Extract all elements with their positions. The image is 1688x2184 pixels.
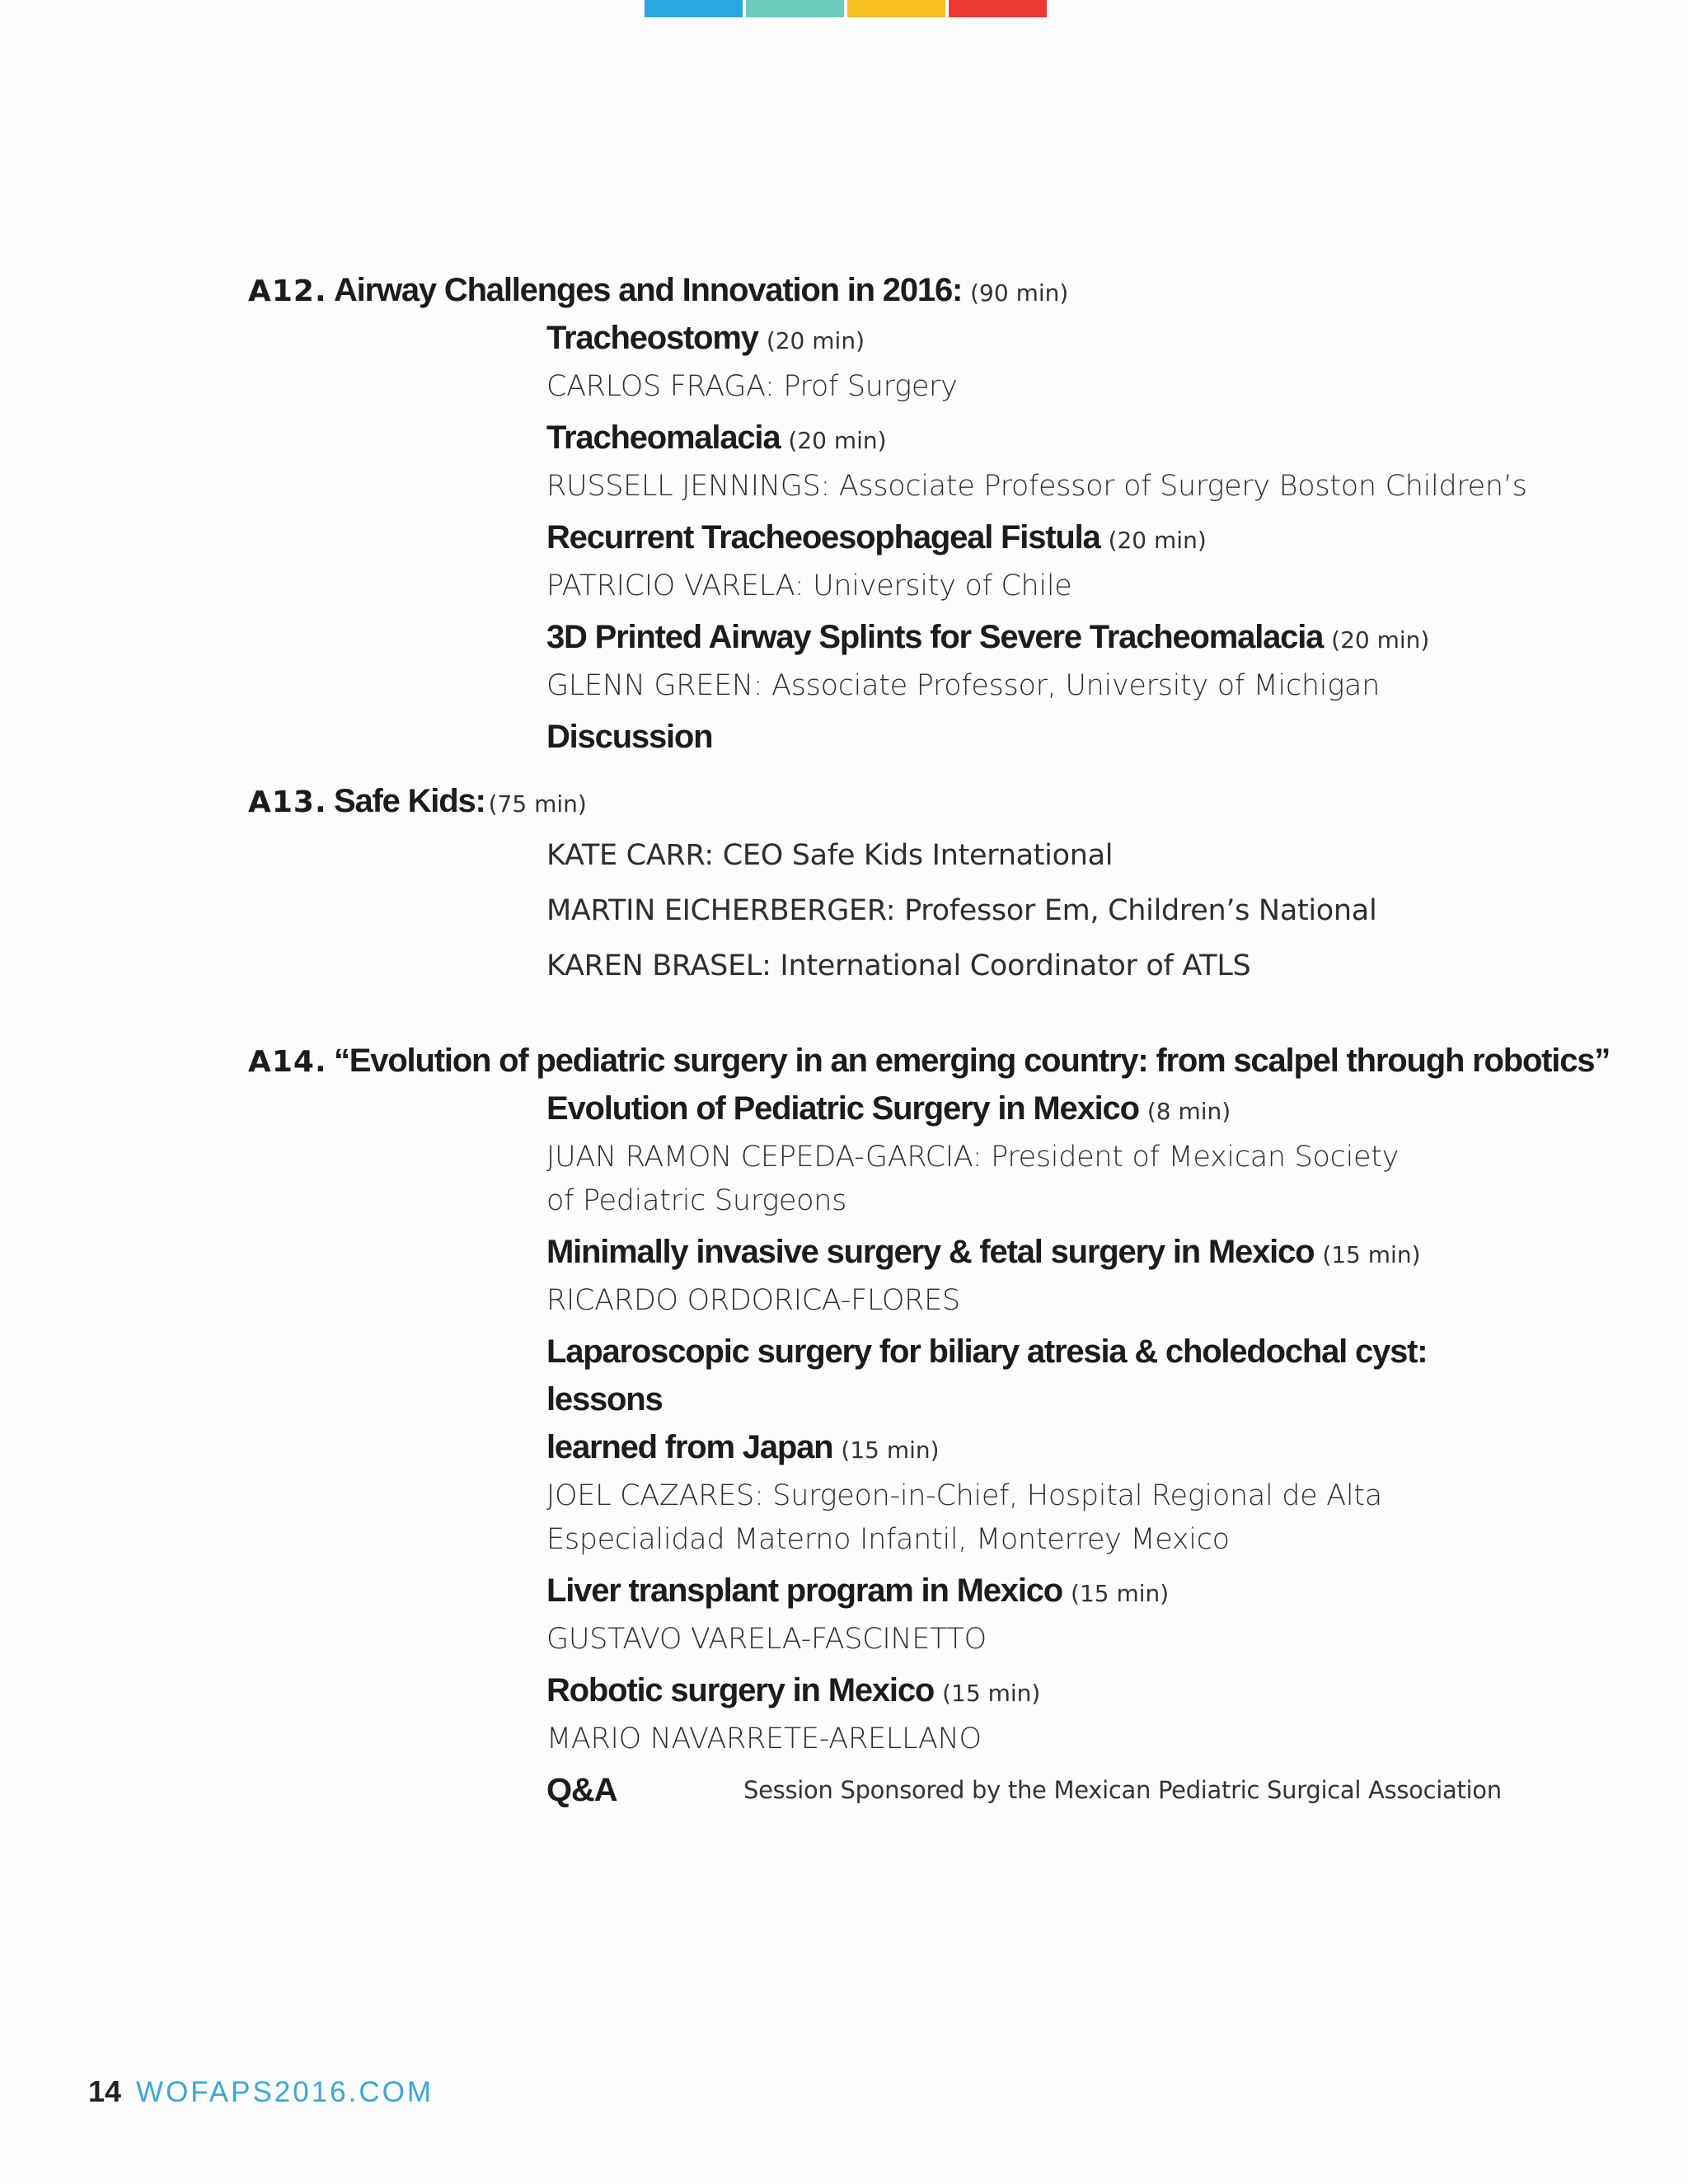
- speaker: KAREN BRASEL: International Coordinator of ATLS: [546, 949, 1251, 982]
- speaker-continued: of Pediatric Surgeons: [546, 1184, 847, 1217]
- talk-duration: (20 min): [788, 427, 887, 454]
- talk-item: [546, 1567, 1540, 1661]
- speaker: MARIO NAVARRETE-ARELLANO: [546, 1722, 982, 1755]
- talk-duration: (20 min): [1331, 626, 1430, 654]
- session-code: A13.: [248, 785, 327, 819]
- talk-list: [546, 314, 1540, 761]
- talk-item: [546, 414, 1540, 509]
- talk-title: Robotic surgery in Mexico: [546, 1672, 935, 1708]
- talk-title: Recurrent Tracheoesophageal Fistula: [546, 519, 1100, 555]
- session-header: [248, 272, 1540, 309]
- session-duration: (90 min): [970, 279, 1069, 307]
- talk-title: Tracheomalacia: [546, 419, 781, 456]
- talk-item: [546, 713, 1540, 761]
- speaker: RICARDO ORDORICA-FLORES: [546, 1284, 960, 1317]
- session-a13: [248, 783, 1540, 994]
- session-duration: (75 min): [488, 790, 587, 818]
- speaker: GUSTAVO VARELA-FASCINETTO: [546, 1623, 987, 1656]
- speaker-list: [546, 828, 1540, 994]
- session-header: [248, 783, 1540, 820]
- talk-item: [546, 613, 1540, 708]
- speaker: MARTIN EICHERBERGER: Professor Em, Children’s National: [546, 894, 1377, 927]
- talk-duration: (15 min): [1322, 1241, 1421, 1268]
- talk-duration: (15 min): [942, 1680, 1041, 1707]
- talk-item: [546, 1328, 1540, 1562]
- speaker: JUAN RAMON CEPEDA-GARCIA: President of Mexican Society: [546, 1141, 1400, 1174]
- talk-title: Discussion: [546, 719, 713, 755]
- talk-item: [546, 1666, 1540, 1761]
- talk-title: Tracheostomy: [546, 320, 758, 356]
- sponsor-note: Session Sponsored by the Mexican Pediatric Surgical Association: [743, 1776, 1502, 1804]
- talk-item: [546, 513, 1540, 608]
- speaker: JOEL CAZARES: Surgeon-in-Chief, Hospital Regional de Alta: [546, 1479, 1382, 1512]
- color-bar-yellow: [847, 0, 945, 17]
- color-bar: [645, 0, 1047, 17]
- session-a14: [248, 1043, 1611, 1819]
- talk-title: Q&A: [546, 1772, 617, 1808]
- session-title: “Evolution of pediatric surgery in an emerging country: from scalpel through robotics”: [334, 1043, 1611, 1079]
- talk-title-continued: learned from Japan: [546, 1429, 833, 1465]
- session-code: A14.: [248, 1045, 327, 1079]
- talk-item: [546, 314, 1540, 409]
- session-title: Airway Challenges and Innovation in 2016:: [334, 272, 963, 308]
- speaker-continued: Especialidad Materno Infantil, Monterrey Mexico: [546, 1523, 1230, 1556]
- speaker: RUSSELL JENNINGS: Associate Professor of Surgery Boston Children’s: [546, 470, 1527, 503]
- talk-item: [546, 1228, 1540, 1323]
- speaker: KATE CARR: CEO Safe Kids International: [546, 839, 1114, 872]
- speaker: CARLOS FRAGA: Prof Surgery: [546, 370, 958, 403]
- talk-duration: (8 min): [1146, 1098, 1231, 1125]
- talk-duration: (20 min): [1108, 527, 1207, 554]
- talk-list: [546, 1085, 1540, 1814]
- talk-title: Evolution of Pediatric Surgery in Mexico: [546, 1090, 1139, 1127]
- talk-duration: (15 min): [841, 1436, 940, 1464]
- speaker: PATRICIO VARELA: University of Chile: [546, 569, 1072, 602]
- session-header: [248, 1043, 1611, 1080]
- page-number: 14: [88, 2074, 122, 2108]
- color-bar-red: [949, 0, 1047, 17]
- talk-title: Laparoscopic surgery for biliary atresia & choledochal cyst: lessons: [546, 1333, 1428, 1418]
- website-link[interactable]: WOFAPS2016.COM: [136, 2076, 434, 2108]
- color-bar-blue: [645, 0, 743, 17]
- talk-title: 3D Printed Airway Splints for Severe Tracheomalacia: [546, 619, 1324, 655]
- session-code: A12.: [248, 274, 327, 308]
- talk-duration: (20 min): [766, 327, 865, 354]
- color-bar-teal: [746, 0, 844, 17]
- session-title: Safe Kids:: [334, 783, 485, 819]
- talk-title: Minimally invasive surgery & fetal surgery in Mexico: [546, 1234, 1315, 1270]
- page-footer: [88, 2074, 434, 2109]
- session-a12: [248, 272, 1540, 766]
- talk-duration: (15 min): [1071, 1580, 1170, 1607]
- speaker: GLENN GREEN: Associate Professor, University of Michigan: [546, 669, 1380, 702]
- talk-title: Liver transplant program in Mexico: [546, 1572, 1063, 1609]
- talk-item: [546, 1085, 1540, 1223]
